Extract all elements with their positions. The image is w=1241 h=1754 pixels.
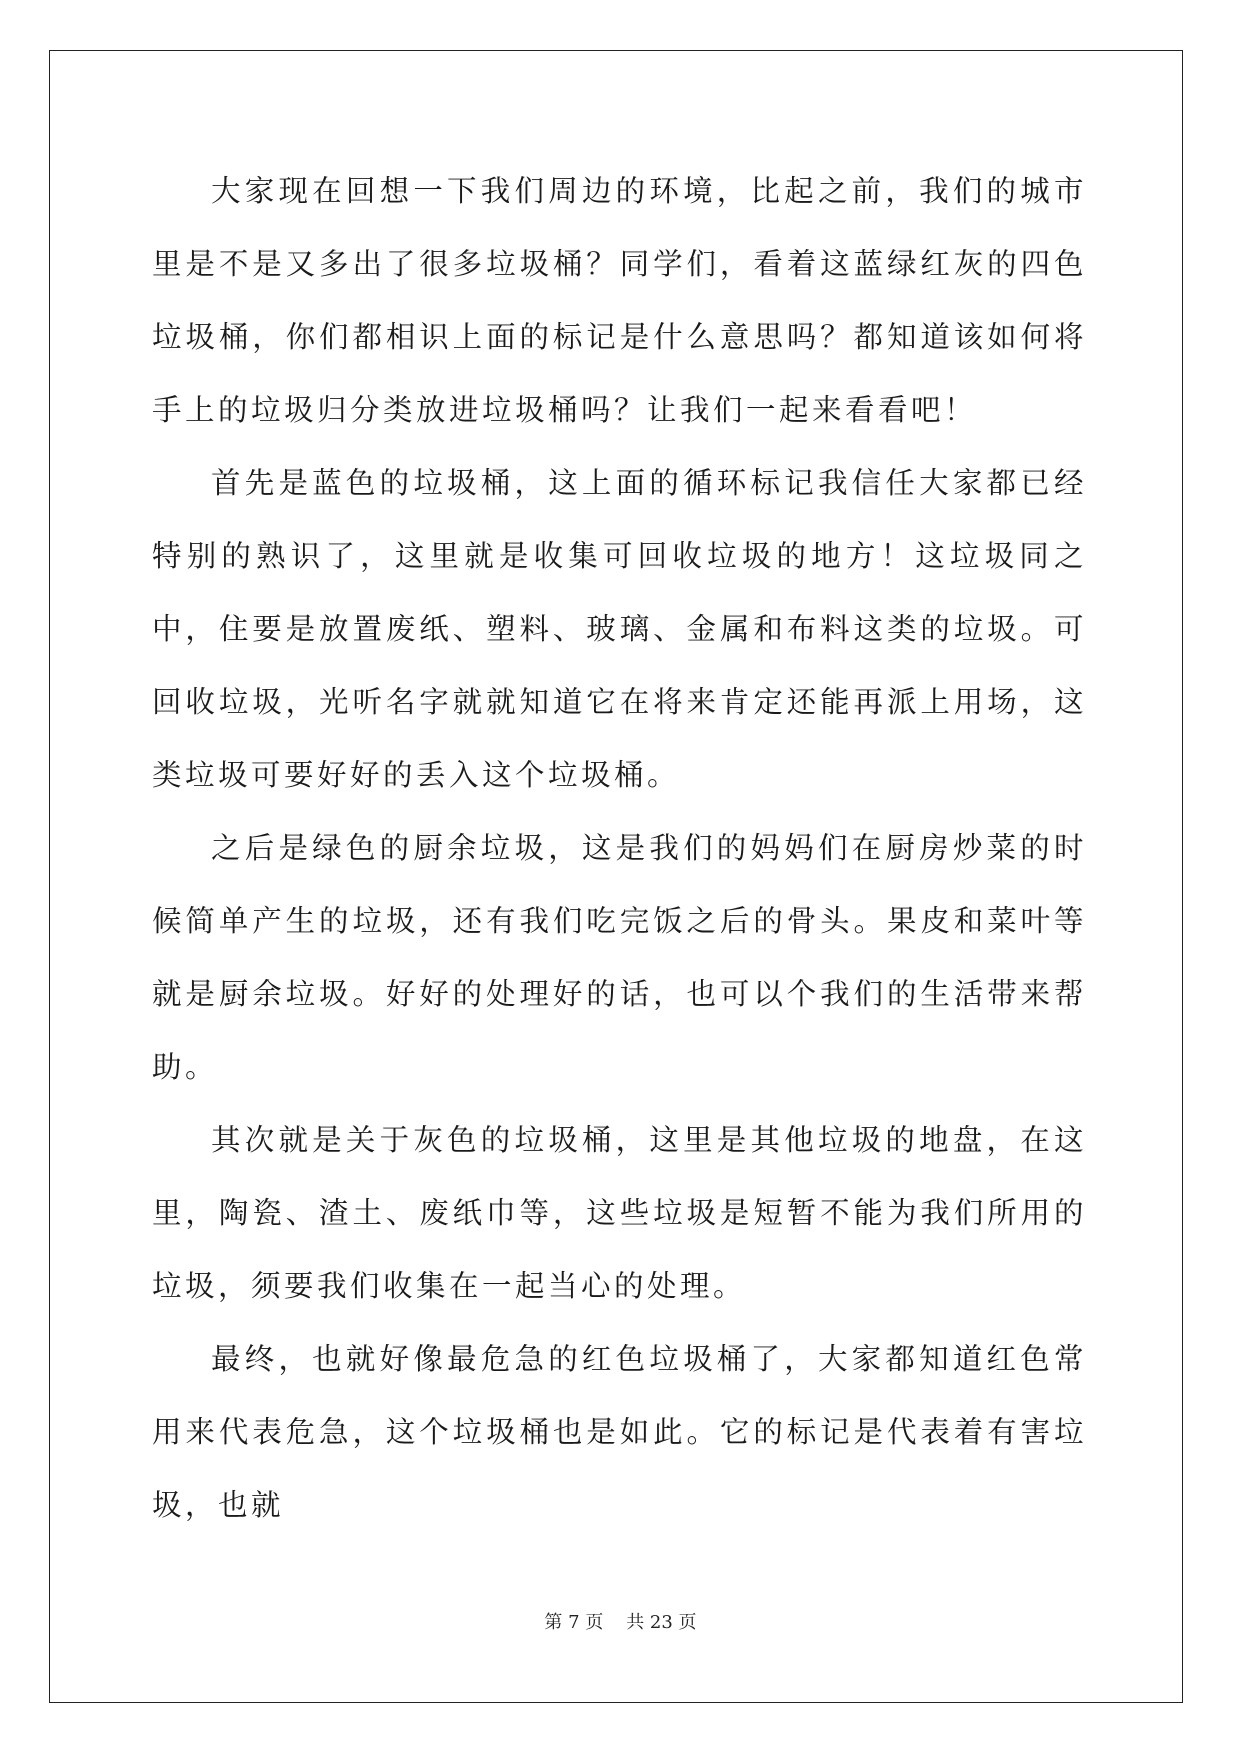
paragraph-2: 首先是蓝色的垃圾桶，这上面的循环标记我信任大家都已经特别的熟识了，这里就是收集可回收垃圾的地方！这垃圾同之中，住要是放置废纸、塑料、玻璃、金属和布料这类的垃圾。可回收垃圾，光听名字就就知道它在将来肯定还能再派上用场，这类垃圾可要好好的丢入这个垃圾桶。	[152, 466, 1087, 792]
document-body	[152, 155, 1087, 1542]
page-number-footer: 第 7 页 共 23 页	[544, 1612, 697, 1633]
paragraph-4: 其次就是关于灰色的垃圾桶，这里是其他垃圾的地盘，在这里，陶瓷、渣土、废纸巾等，这些垃圾是短暂不能为我们所用的垃圾，须要我们收集在一起当心的处理。	[152, 1123, 1087, 1303]
paragraph-1: 大家现在回想一下我们周边的环境，比起之前，我们的城市里是不是又多出了很多垃圾桶？同学们，看着这蓝绿红灰的四色垃圾桶，你们都相识上面的标记是什么意思吗？都知道该如何将手上的垃圾归分类放进垃圾桶吗？让我们一起来看看吧！	[152, 174, 1087, 427]
paragraph-3: 之后是绿色的厨余垃圾，这是我们的妈妈们在厨房炒菜的时候简单产生的垃圾，还有我们吃完饭之后的骨头。果皮和菜叶等就是厨余垃圾。好好的处理好的话，也可以个我们的生活带来帮助。	[152, 831, 1087, 1084]
paragraph-5: 最终，也就好像最危急的红色垃圾桶了，大家都知道红色常用来代表危急，这个垃圾桶也是如此。它的标记是代表着有害垃圾，也就	[152, 1342, 1087, 1522]
